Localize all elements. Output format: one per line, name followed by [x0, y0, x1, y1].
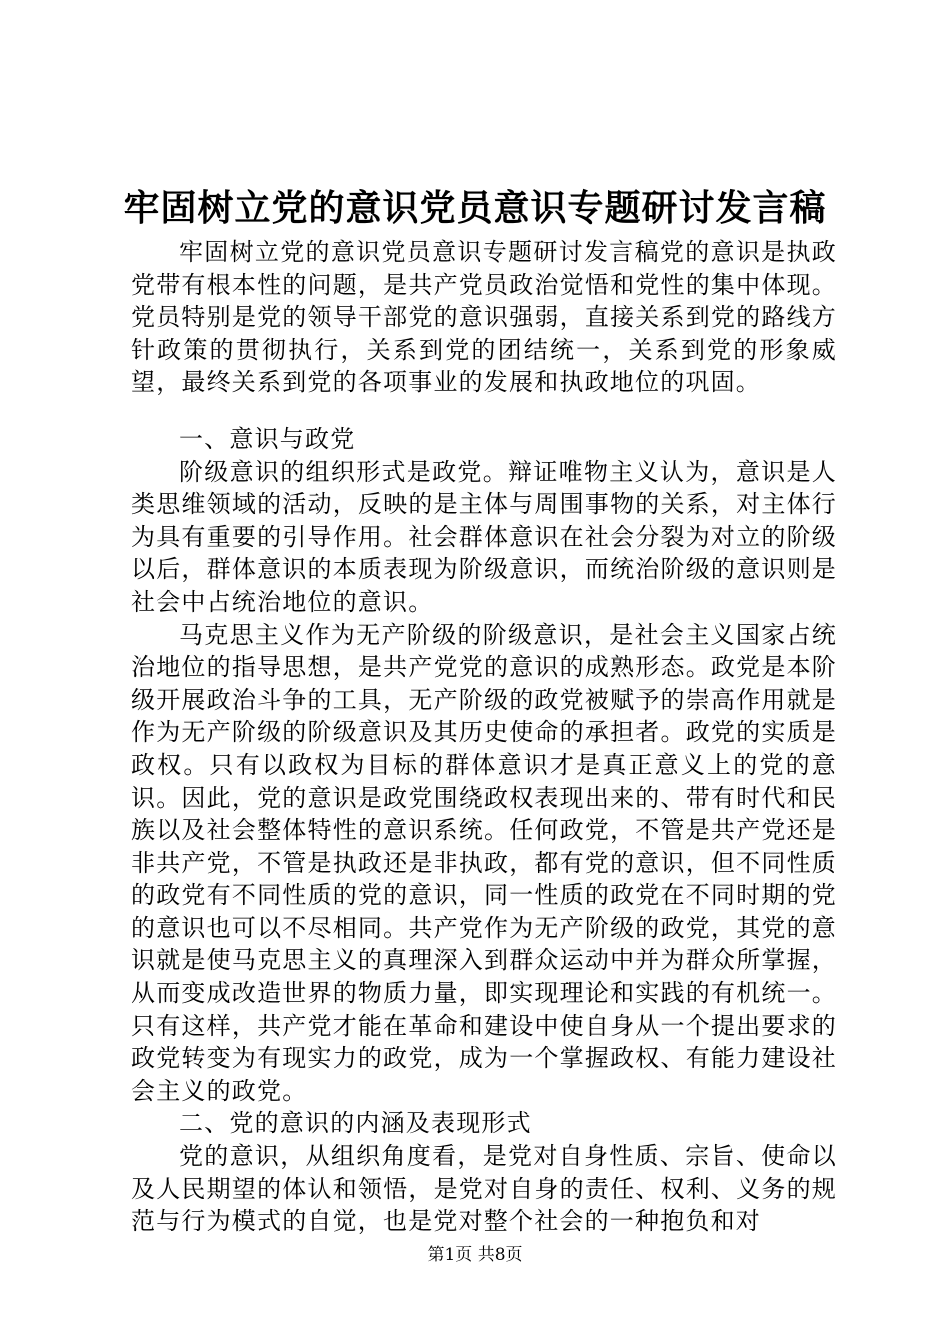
document-body [131, 236, 837, 1238]
paragraph-gap [131, 399, 837, 423]
document-title: 牢固树立党的意识党员意识专题研讨发言稿 [123, 187, 827, 229]
section-2-heading: 二、党的意识的内涵及表现形式 [179, 1109, 532, 1138]
section-1-paragraph-1: 阶级意识的组织形式是政党。辩证唯物主义认为，意识是人类思维领域的活动，反映的是主体与周围事物的关系，对主体行为具有重要的引导作用。社会群体意识在社会分裂为对立的阶级以后，群体意识的本质表现为阶级意识，而统治阶级的意识则是社会中占统治地位的意识。 [131, 457, 837, 616]
section-2-paragraph-1: 党的意识，从组织角度看，是党对自身性质、宗旨、使命以及人民期望的体认和领悟，是党对自身的责任、权利、义务的规范与行为模式的自觉，也是党对整个社会的一种抱负和对 [131, 1142, 837, 1236]
section-1-paragraph-2: 马克思主义作为无产阶级的阶级意识，是社会主义国家占统治地位的指导思想，是共产党党的意识的成熟形态。政党是本阶级开展政治斗争的工具，无产阶级的政党被赋予的崇高作用就是作为无产阶级的阶级意识及其历史使命的承担者。政党的实质是政权。只有以政权为目标的群体意识才是真正意义上的党的意识。因此，党的意识是政党围绕政权表现出来的、带有时代和民族以及社会整体特性的意识系统。任何政党，不管是共产党还是非共产党，不管是执政还是非执政，都有党的意识，但不同性质的政党有不同性质的党的意识，同一性质的政党在不同时期的党的意识也可以不尽相同。共产党作为无产阶级的政党，其党的意识就是使马克思主义的真理深入到群众运动中并为群众所掌握，从而变成改造世界的物质力量，即实现理论和实践的有机统一。只有这样，共产党才能在革命和建设中使自身从一个提出要求的政党转变为有现实力的政党，成为一个掌握政权、有能力建设社会主义的政党。 [131, 620, 837, 1105]
section-1-heading: 一、意识与政党 [179, 424, 356, 453]
page-footer: 第1页 共8页 [427, 1245, 523, 1265]
intro-paragraph: 牢固树立党的意识党员意识专题研讨发言稿党的意识是执政党带有根本性的问题，是共产党员政治觉悟和党性的集中体现。党员特别是党的领导干部党的意识强弱，直接关系到党的路线方针政策的贯彻执行，关系到党的团结统一，关系到党的形象威望，最终关系到党的各项事业的发展和执政地位的巩固。 [131, 238, 837, 397]
